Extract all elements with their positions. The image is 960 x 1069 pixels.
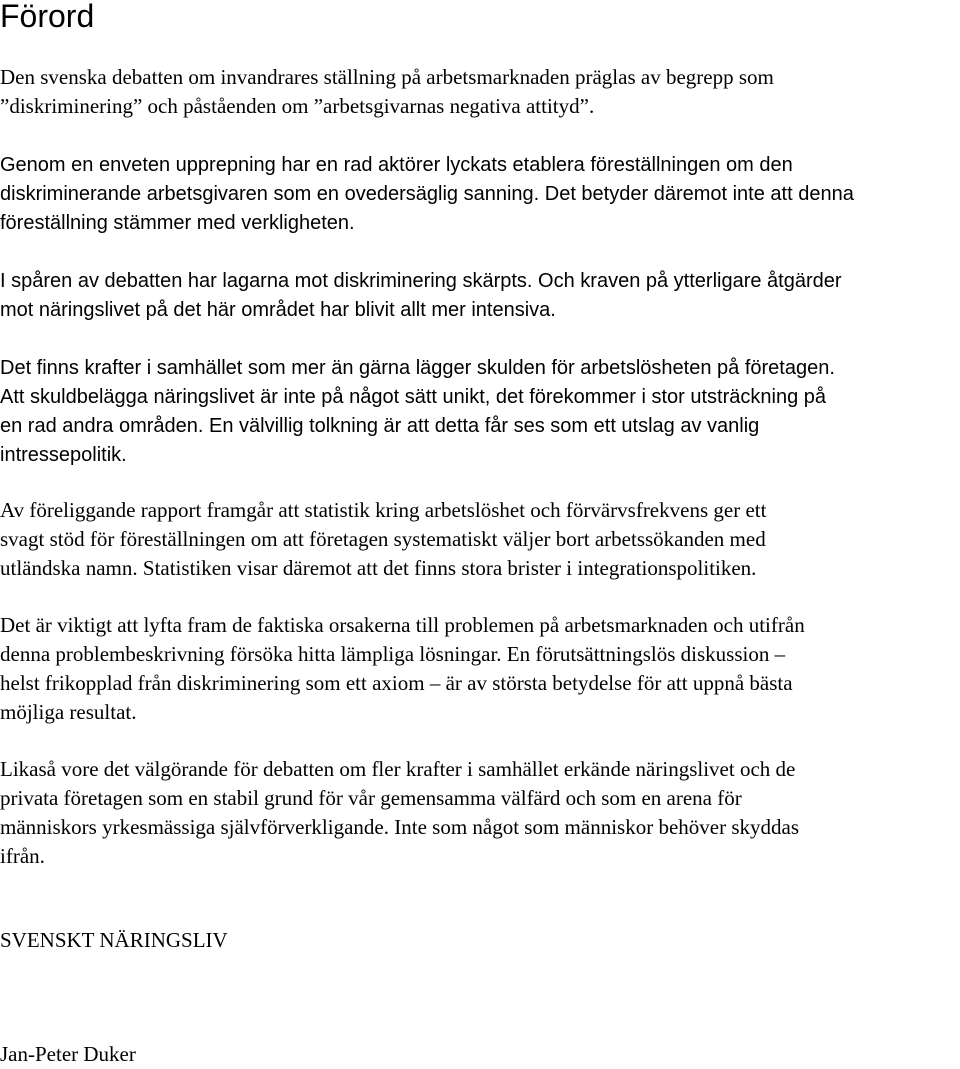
signatory-name: Jan-Peter Duker <box>0 1042 136 1066</box>
paragraph-line: utländska namn. Statistiken visar däremot att det finns stora brister i integrationspolitiken. <box>0 556 757 580</box>
paragraph-line: Att skuldbelägga näringslivet är inte på något sätt unikt, det förekommer i stor utsträckning på <box>0 386 826 408</box>
paragraph-line: svagt stöd för föreställningen om att företagen systematiskt väljer bort arbetssökanden med <box>0 527 766 551</box>
paragraph-line: diskriminerande arbetsgivaren som en ovedersäglig sanning. Det betyder däremot inte att denna <box>0 183 854 205</box>
paragraph-1 <box>0 63 774 121</box>
paragraph-4 <box>0 354 835 470</box>
paragraph-3 <box>0 267 842 325</box>
paragraph-6 <box>0 611 805 727</box>
paragraph-5 <box>0 496 766 583</box>
paragraph-line: Det finns krafter i samhället som mer än gärna lägger skulden för arbetslösheten på företagen. <box>0 357 835 379</box>
paragraph-line: intressepolitik. <box>0 444 127 466</box>
page-title: Förord <box>0 0 95 34</box>
paragraph-line: Det är viktigt att lyfta fram de faktiska orsakerna till problemen på arbetsmarknaden och utifrån <box>0 613 805 637</box>
paragraph-line: denna problembeskrivning försöka hitta lämpliga lösningar. En förutsättningslös diskussion – <box>0 642 786 666</box>
paragraph-line: möjliga resultat. <box>0 700 137 724</box>
paragraph-line: Den svenska debatten om invandrares ställning på arbetsmarknaden präglas av begrepp som <box>0 65 774 89</box>
organization-name: SVENSKT NÄRINGSLIV <box>0 928 228 952</box>
paragraph-line: mot näringslivet på det här området har blivit allt mer intensiva. <box>0 299 556 321</box>
paragraph-line: Genom en enveten upprepning har en rad aktörer lyckats etablera föreställningen om den <box>0 154 793 176</box>
paragraph-line: helst frikopplad från diskriminering som ett axiom – är av största betydelse för att uppnå bästa <box>0 671 793 695</box>
paragraph-line: människors yrkesmässiga självförverkligande. Inte som något som människor behöver skyddas <box>0 815 800 839</box>
paragraph-line: en rad andra områden. En välvillig tolkning är att detta får ses som ett utslag av vanlig <box>0 415 760 437</box>
paragraph-line: föreställning stämmer med verkligheten. <box>0 212 355 234</box>
paragraph-line: ifrån. <box>0 844 45 868</box>
paragraph-line: Likaså vore det välgörande för debatten om fler krafter i samhället erkände näringslivet och de <box>0 757 796 781</box>
paragraph-line: ”diskriminering” och påståenden om ”arbetsgivarnas negativa attityd”. <box>0 94 595 118</box>
paragraph-line: privata företagen som en stabil grund för vår gemensamma välfärd och som en arena för <box>0 786 742 810</box>
paragraph-7 <box>0 755 799 871</box>
paragraph-line: Av föreliggande rapport framgår att statistik kring arbetslöshet och förvärvsfrekvens ger ett <box>0 498 767 522</box>
paragraph-2 <box>0 151 854 238</box>
paragraph-line: I spåren av debatten har lagarna mot diskriminering skärpts. Och kraven på ytterligare åtgärder <box>0 270 842 292</box>
